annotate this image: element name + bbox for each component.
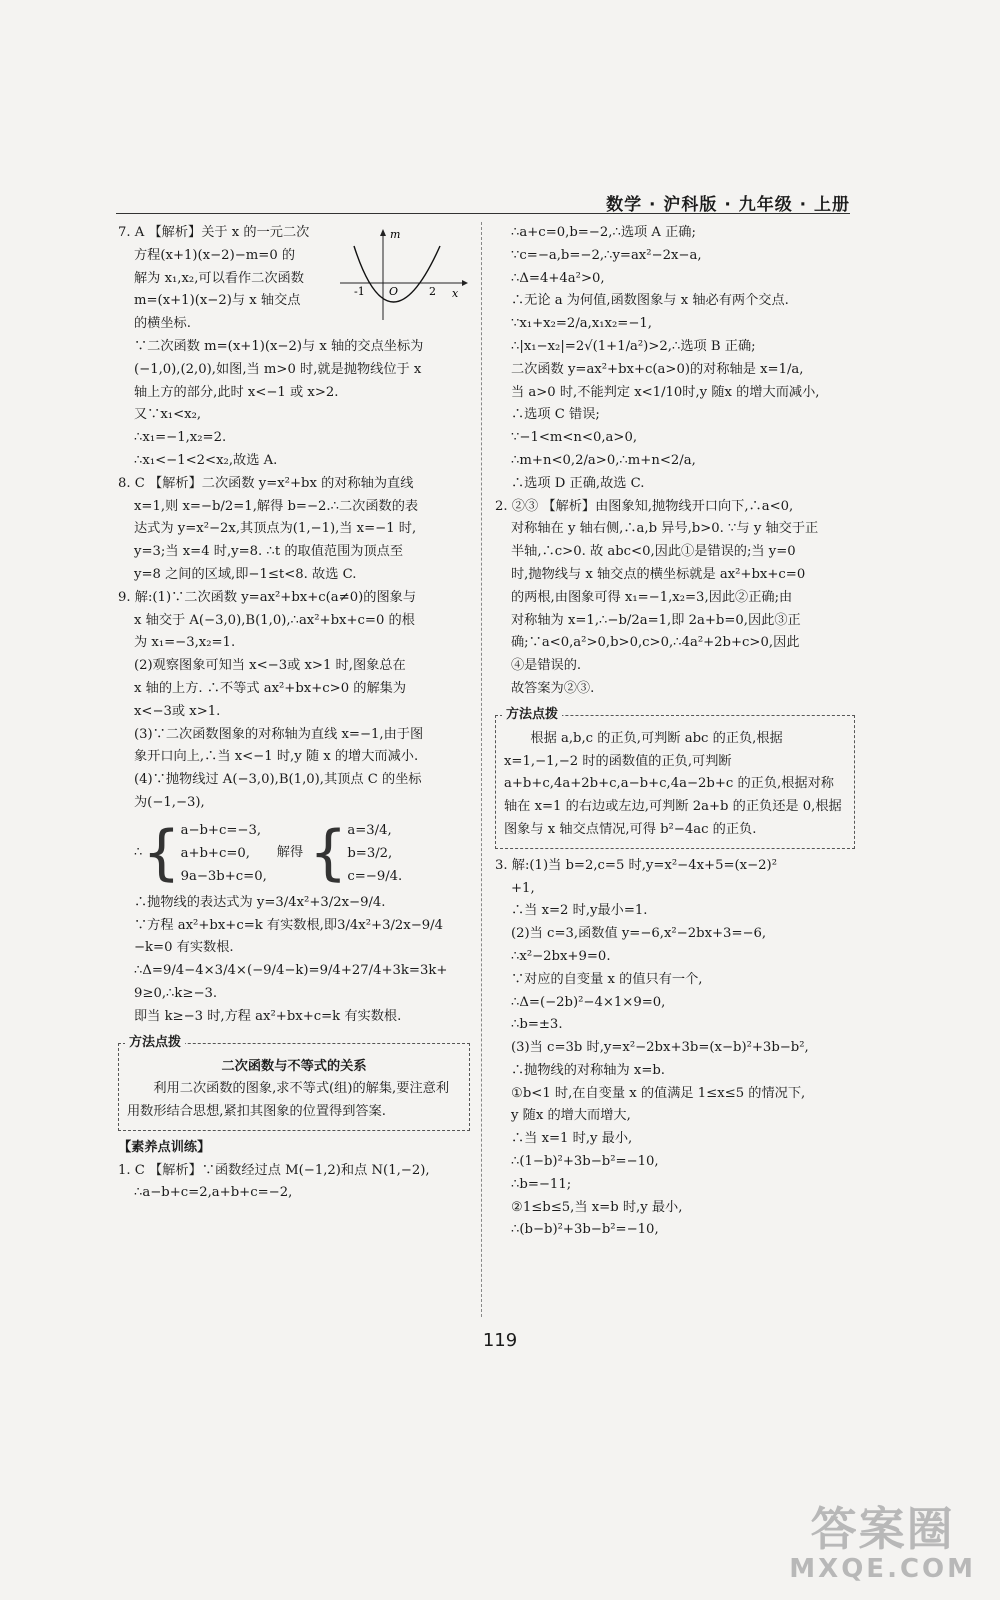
text-line: 对称轴为 x=1,∴−b/2a=1,即 2a+b=0,因此③正: [511, 612, 801, 628]
tick-neg1: -1: [354, 285, 365, 298]
text-line: ∴当 x=2 时,y最小=1.: [511, 903, 648, 919]
text-line: 二次函数 y=ax²+bx+c(a>0)的对称轴是 x=1/a,: [511, 361, 804, 377]
text-line: y=8 之间的区域,即−1≤t<8. 故选 C.: [134, 566, 357, 582]
method-tip-text: 根据 a,b,c 的正负,可判断 abc 的正负,根据 x=1,−1,−2 时的函数值的正负,可判断 a+b+c,4a+2b+c,a−b+c,4a−2b+c 的正负,根据对称轴在 x=1 的右边或左边,可判断 2a+b 的正负还是 0,根据图象与 x 轴交点情况,可得 b²−4ac 的正负.: [504, 730, 842, 837]
text-line: 对称轴在 y 轴右侧,∴a,b 异号,b>0. ∵与 y 轴交于正: [511, 521, 819, 537]
right-column: [495, 222, 855, 1242]
text-line: ∴x²−2bx+9=0.: [511, 948, 611, 964]
text-line: 2. ②③ 【解析】由图象知,抛物线开口向下,∴a<0,: [495, 498, 794, 514]
text-line: (2)观察图象可知当 x<−3或 x>1 时,图象总在: [134, 658, 406, 674]
page-number: 119: [482, 1330, 518, 1351]
header-rule: [116, 213, 850, 214]
column-divider: [481, 222, 482, 1317]
text-line: ∵x₁+x₂=2/a,x₁x₂=−1,: [511, 316, 652, 332]
text-line: 确;∵a<0,a²>0,b>0,c>0,∴4a²+2b+c>0,因此: [511, 635, 800, 651]
text-line: 故答案为②③.: [511, 680, 595, 696]
text-line: ①b<1 时,在自变量 x 的值满足 1≤x≤5 的情况下,: [511, 1085, 806, 1101]
text-line: ∴无论 a 为何值,函数图象与 x 轴必有两个交点.: [511, 293, 789, 309]
y-axis-label: m: [390, 228, 401, 241]
text-line: 达式为 y=x²−2x,其顶点为(1,−1),当 x=−1 时,: [134, 521, 417, 537]
text-line: ∴Δ=4+4a²>0,: [511, 270, 605, 286]
text-line: ∴(1−b)²+3b−b²=−10,: [511, 1154, 659, 1170]
text-line: −k=0 有实数根.: [134, 940, 234, 956]
method-tip-box: [118, 1034, 470, 1131]
text-line: 1. C 【解析】∵函数经过点 M(−1,2)和点 N(1,−2),: [118, 1162, 430, 1178]
text-line: x<−3或 x>1.: [134, 703, 221, 719]
text-line: 3. 解:(1)当 b=2,c=5 时,y=x²−4x+5=(x−2)²: [495, 857, 777, 873]
text-line: ②1≤b≤5,当 x=b 时,y 最小,: [511, 1199, 683, 1215]
method-tip-subtitle: 二次函数与不等式的关系: [221, 1058, 367, 1074]
system-line: a+b+c=0,: [180, 845, 250, 861]
text-line: (3)∵二次函数图象的对称轴为直线 x=−1,由于图: [134, 726, 424, 742]
text-line: (3)当 c=3b 时,y=x²−2bx+3b=(x−b)²+3b−b²,: [511, 1040, 809, 1056]
text-line: 9≥0,∴k≥−3.: [134, 985, 218, 1001]
text-line: +1,: [511, 880, 535, 896]
tick-2: 2: [429, 285, 436, 298]
text-line: ∴抛物线的表达式为 y=3/4x²+3/2x−9/4.: [134, 894, 386, 910]
text-line: ∴选项 C 错误;: [511, 407, 600, 423]
watermark-url: MXQE.COM: [789, 1554, 976, 1584]
text-line: 为(−1,−3),: [134, 794, 205, 810]
text-line: 解为 x₁,x₂,可以看作二次函数: [134, 270, 304, 286]
left-column: [118, 222, 470, 1205]
text-line: ∴x₁=−1,x₂=2.: [134, 430, 227, 446]
text-line: ④是错误的.: [511, 658, 582, 674]
text-line: (2)当 c=3,函数值 y=−6,x²−2bx+3=−6,: [511, 926, 767, 942]
text-line: ∴a−b+c=2,a+b+c=−2,: [134, 1185, 293, 1201]
text-line: m=(x+1)(x−2)与 x 轴交点: [134, 293, 301, 309]
text-line: 象开口向上,∴当 x<−1 时,y 随 x 的增大而减小.: [134, 749, 419, 765]
text-line: x=1,则 x=−b/2=1,解得 b=−2.∴二次函数的表: [134, 498, 419, 514]
text-line: 9. 解:(1)∵二次函数 y=ax²+bx+c(a≠0)的图象与: [118, 589, 417, 605]
text-line: 即当 k≥−3 时,方程 ax²+bx+c=k 有实数根.: [134, 1008, 402, 1024]
text-line: y=3;当 x=4 时,y=8. ∴t 的取值范围为顶点至: [134, 544, 404, 560]
method-tip-title: 方法点拨: [502, 704, 562, 727]
text-line: x 轴交于 A(−3,0),B(1,0),∴ax²+bx+c=0 的根: [134, 612, 415, 628]
origin-label: O: [389, 285, 399, 298]
text-line: ∵方程 ax²+bx+c=k 有实数根,即3/4x²+3/2x−9/4: [134, 917, 443, 933]
text-line: ∴当 x=1 时,y 最小,: [511, 1131, 633, 1147]
text-line: 7. A 【解析】关于 x 的一元二次: [118, 225, 310, 240]
system-line: a−b+c=−3,: [180, 822, 262, 838]
solve-word: 解得: [276, 844, 304, 860]
text-line: ∴b=±3.: [511, 1017, 563, 1033]
text-line: ∴b=−11;: [511, 1176, 572, 1192]
solution-line: a=3/4,: [347, 822, 392, 838]
method-tip-title: 方法点拨: [125, 1032, 185, 1055]
method-tip-box: [495, 706, 855, 849]
text-line: ∴m+n<0,2/a>0,∴m+n<2/a,: [511, 452, 696, 468]
system-line: 9a−3b+c=0,: [180, 868, 267, 884]
equation-system: ∴ { a−b+c=−3, a+b+c=0, 9a−3b+c=0, 解得 { a=3/4, b=3/2, c=−9/4.: [134, 818, 403, 889]
text-line: ∴a+c=0,b=−2,∴选项 A 正确;: [511, 225, 696, 240]
x-axis-label: x: [452, 287, 459, 300]
solution-line: c=−9/4.: [347, 868, 403, 884]
section-heading: 【素养点训练】: [118, 1139, 211, 1155]
text-line: 为 x₁=−3,x₂=1.: [134, 635, 236, 651]
text-line: (4)∵抛物线过 A(−3,0),B(1,0),其顶点 C 的坐标: [134, 772, 422, 788]
text-line: ∴|x₁−x₂|=2√(1+1/a²)>2,∴选项 B 正确;: [511, 338, 756, 354]
text-line: ∴Δ=(−2b)²−4×1×9=0,: [511, 994, 666, 1010]
text-line: 时,抛物线与 x 轴交点的横坐标就是 ax²+bx+c=0: [511, 566, 806, 582]
text-line: ∵二次函数 m=(x+1)(x−2)与 x 轴的交点坐标为: [134, 338, 424, 354]
text-line: x 轴的上方. ∴不等式 ax²+bx+c>0 的解集为: [134, 680, 407, 696]
text-line: ∴(b−b)²+3b−b²=−10,: [511, 1222, 659, 1238]
text-line: 8. C 【解析】二次函数 y=x²+bx 的对称轴为直线: [118, 475, 414, 491]
text-line: ∵对应的自变量 x 的值只有一个,: [511, 971, 703, 987]
text-line: ∵c=−a,b=−2,∴y=ax²−2x−a,: [511, 247, 702, 263]
text-line: ∴Δ=9/4−4×3/4×(−9/4−k)=9/4+27/4+3k=3k+: [134, 963, 448, 979]
text-line: y 随x 的增大而增大,: [511, 1108, 631, 1124]
solution-line: b=3/2,: [347, 845, 393, 861]
watermark-text: 答案圈: [810, 1502, 955, 1556]
text-line: ∴x₁<−1<2<x₂,故选 A.: [134, 452, 278, 468]
text-line: 的两根,由图象可得 x₁=−1,x₂=3,因此②正确;由: [511, 589, 793, 605]
text-line: 的横坐标.: [134, 316, 191, 332]
page-header: 数学 · 沪科版 · 九年级 · 上册: [606, 195, 850, 215]
text-line: 轴上方的部分,此时 x<−1 或 x>2.: [134, 384, 339, 400]
method-tip-text: 利用二次函数的图象,求不等式(组)的解集,要注意利用数形结合思想,紧扣其图象的位置得到答案.: [127, 1081, 449, 1120]
text-line: ∵−1<m<n<0,a>0,: [511, 430, 638, 446]
text-line: ∴抛物线的对称轴为 x=b.: [511, 1062, 665, 1078]
text-line: 当 a>0 时,不能判定 x<1/10时,y 随x 的增大而减小,: [511, 384, 820, 400]
watermark-logo: [789, 1502, 976, 1584]
text-line: ∴选项 D 正确,故选 C.: [511, 475, 645, 491]
text-line: (−1,0),(2,0),如图,当 m>0 时,就是抛物线位于 x: [134, 361, 422, 377]
left-brace: {: [309, 818, 348, 889]
text-line: 方程(x+1)(x−2)−m=0 的: [134, 247, 296, 263]
text-line: 半轴,∴c>0. 故 abc<0,因此①是错误的;当 y=0: [511, 544, 796, 560]
text-line: 又∵x₁<x₂,: [134, 407, 202, 423]
left-brace: {: [142, 818, 181, 889]
